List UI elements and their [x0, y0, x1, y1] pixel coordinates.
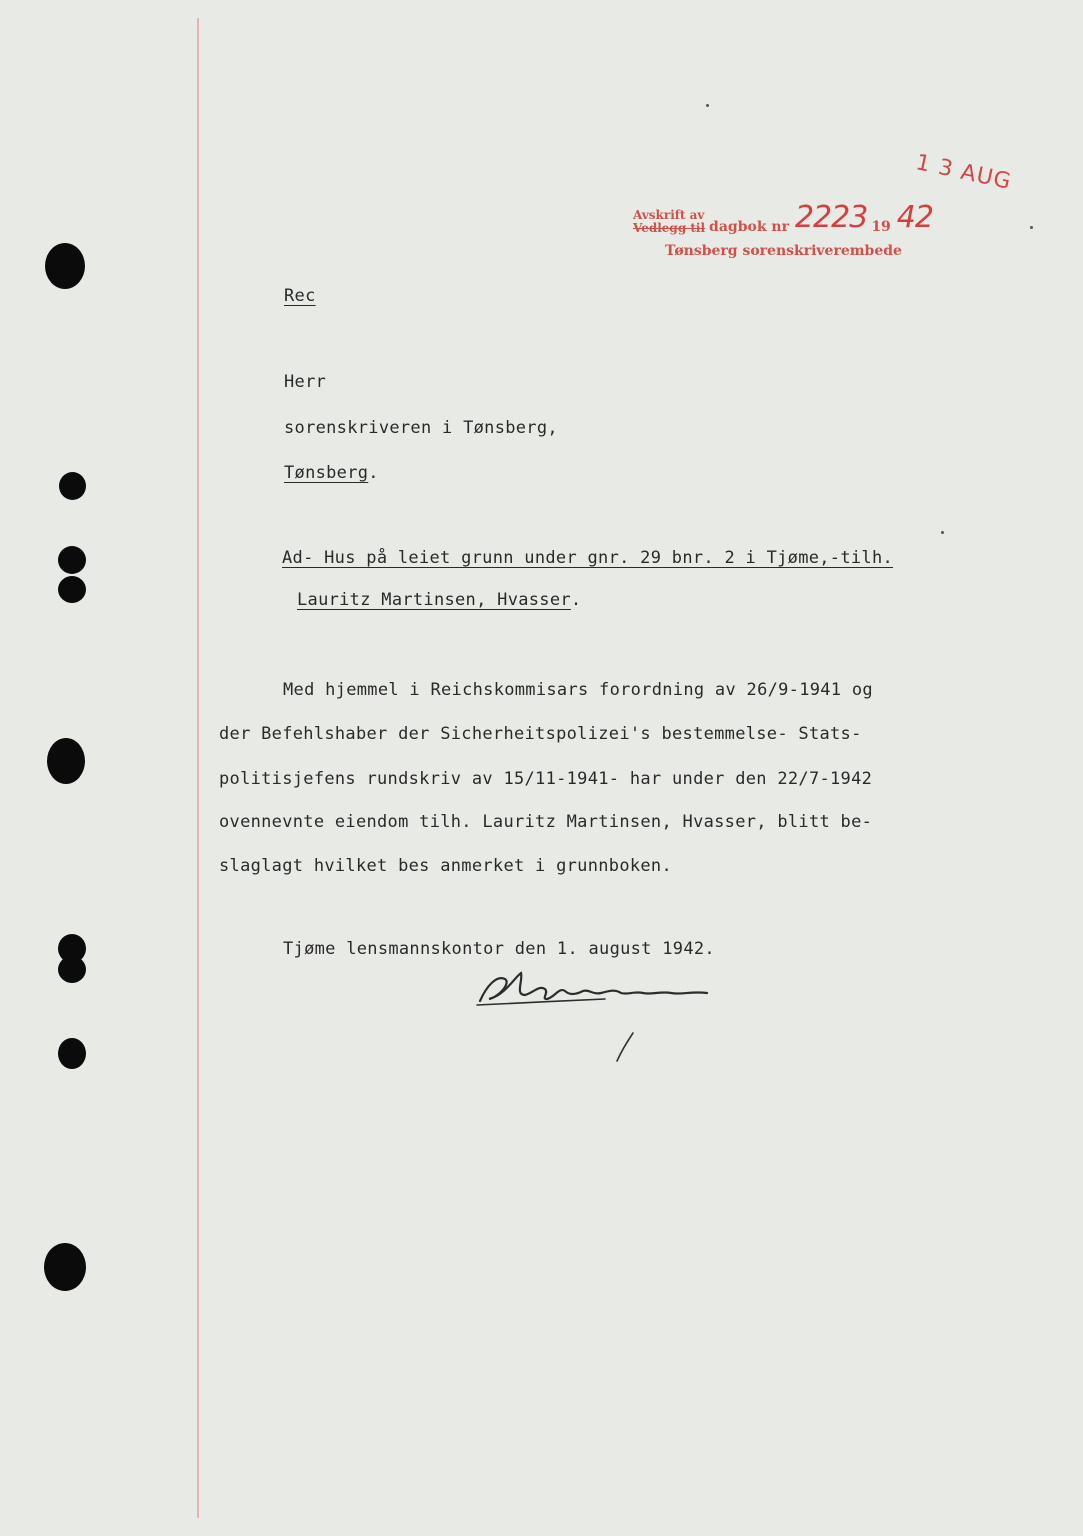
stamp-number: 2223	[794, 200, 868, 235]
red-margin-line	[197, 18, 199, 1518]
body-line: der Befehlshaber der Sicherheitspolizei's bestemmelse- Stats-	[219, 724, 862, 744]
stamp-avskrift: Avskrift av	[633, 208, 705, 222]
city-suffix: .	[368, 463, 379, 483]
subject-line-2	[297, 590, 581, 610]
punch-hole	[58, 1038, 86, 1069]
city-name: Tønsberg	[284, 463, 369, 483]
body-line: slaglagt hvilket bes anmerket i grunnboken.	[219, 856, 672, 876]
stamp-row-1	[633, 200, 933, 235]
punch-hole	[44, 1243, 86, 1291]
recipient-city	[284, 463, 379, 483]
closing-line: Tjøme lensmannskontor den 1. august 1942.	[283, 939, 715, 959]
subject-name: Lauritz Martinsen, Hvasser	[297, 590, 571, 610]
subject-line-1: Ad- Hus på leiet grunn under gnr. 29 bnr. 2 i Tjøme,-tilh.	[282, 548, 894, 568]
body-line: politisjefens rundskriv av 15/11-1941- har under den 22/7-1942	[219, 769, 873, 789]
punch-hole	[58, 576, 86, 603]
reference-label: Rec	[284, 286, 316, 306]
stamp-dagbok-label: dagbok nr	[709, 219, 789, 235]
punch-hole	[59, 472, 86, 500]
speck	[941, 531, 944, 534]
body-line: ovennevnte eiendom tilh. Lauritz Martinsen, Hvasser, blitt be-	[219, 812, 873, 832]
speck	[706, 104, 709, 107]
pen-mark	[613, 1030, 637, 1064]
stamp-vedlegg: Vedlegg til	[633, 221, 706, 235]
punch-hole	[47, 738, 85, 784]
punch-hole	[45, 243, 85, 289]
speck	[1030, 226, 1033, 229]
stamp-office: Tønsberg sorenskriverembede	[665, 243, 902, 259]
subject-suffix: .	[570, 590, 582, 610]
registry-stamp	[633, 200, 933, 259]
signature	[475, 965, 715, 1015]
salutation: Herr	[284, 372, 327, 392]
stamp-stack	[633, 209, 705, 235]
punch-hole	[58, 546, 86, 574]
date-stamp: 1 3 AUG	[913, 150, 1014, 195]
body-line: Med hjemmel i Reichskommisars forordning av 26/9-1941 og	[283, 680, 873, 700]
stamp-year: 42	[896, 200, 933, 235]
punch-hole	[58, 956, 86, 983]
recipient: sorenskriveren i Tønsberg,	[284, 418, 558, 438]
stamp-year-prefix: 19	[871, 219, 891, 235]
